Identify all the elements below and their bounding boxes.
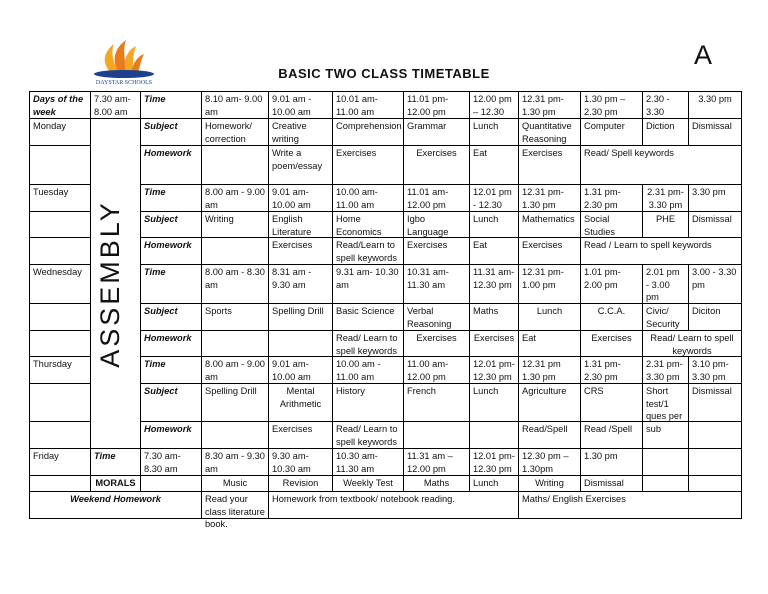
cell-tue-s9: Dismissal (688, 211, 742, 238)
cell-tue-h2: Exercises (268, 237, 333, 265)
cell-fri-s3: Weekly Test (332, 475, 404, 492)
cell-thu-s2: Mental Arithmetic (268, 383, 333, 422)
cell-wed-t8: 2.01 pm - 3.00 pm (642, 264, 689, 304)
cell-fri-t4: 10.30 am- 11.30 am (332, 448, 404, 476)
cell-wed-h4: Exercises (403, 330, 470, 357)
cell-wed-s4: Verbal Reasoning (403, 303, 470, 331)
cell-thu-t6: 12.31 pm 1.30 pm (518, 356, 581, 384)
cell-thu-h7: Read /Spell (580, 421, 643, 449)
cell-fri-s2: Revision (268, 475, 333, 492)
cell-h-p5: 12.00 pm – 12.30 (469, 91, 519, 119)
cell-mon-s1: Homework/ correction (201, 118, 269, 146)
cell-wed-s2: Spelling Drill (268, 303, 333, 331)
cell-fri-t2: 8.30 am - 9.30 am (201, 448, 269, 476)
cell-wed-s8: Civic/ Security (642, 303, 689, 331)
cell-mon-day: Monday (29, 118, 91, 146)
cell-mon-s3: Comprehension (332, 118, 404, 146)
cell-h-p6: 12.31 pm- 1.30 pm (518, 91, 581, 119)
cell-fri-t1: 7.30 am- 8.30 am (140, 448, 202, 476)
empty-cell (469, 421, 519, 449)
cell-fri-s7: Dismissal (580, 475, 643, 492)
cell-tue-s6: Mathematics (518, 211, 581, 238)
cell-h-p3: 10.01 am- 11.00 am (332, 91, 404, 119)
assembly-label: ASSEMBLY (95, 200, 125, 368)
cell-mon-s4: Grammar (403, 118, 470, 146)
empty-cell (688, 448, 742, 476)
cell-wk-3: Maths/ English Exercises (518, 491, 742, 519)
cell-wed-s1: Sports (201, 303, 269, 331)
cell-tue-t7: 1.31 pm- 2.30 pm (580, 184, 643, 212)
cell-thu-h2: Exercises (268, 421, 333, 449)
cell-thu-t8: 2.31 pm- 3.30 pm (642, 356, 689, 384)
cell-h-time: Time (140, 91, 202, 119)
cell-tue-t6: 12.31 pm- 1.30 pm (518, 184, 581, 212)
empty-cell (268, 330, 333, 357)
cell-tue-s2: English Literature (268, 211, 333, 238)
cell-tue-s5: Lunch (469, 211, 519, 238)
cell-tue-s3: Home Economics (332, 211, 404, 238)
cell-mon-s6: Quantitative Reasoning (518, 118, 581, 146)
cell-wed-h5: Exercises (469, 330, 519, 357)
cell-wed-t3: 9.31 am- 10.30 am (332, 264, 404, 304)
cell-thu-s-label: Subject (140, 383, 202, 422)
cell-thu-t9: 3.10 pm- 3.30 pm (688, 356, 742, 384)
cell-mon-s-label: Subject (140, 118, 202, 146)
empty-cell (29, 211, 91, 238)
empty-cell (201, 330, 269, 357)
cell-thu-t5: 12.01 pm- 12.30 pm (469, 356, 519, 384)
cell-tue-s4: Igbo Language (403, 211, 470, 238)
logo-text: DAYSTAR SCHOOLS (95, 80, 153, 86)
cell-tue-h7: Read / Learn to spell keywords (580, 237, 742, 265)
cell-mon-s9: Dismissal (688, 118, 742, 146)
empty-cell (201, 237, 269, 265)
cell-thu-h3: Read/ Learn to spell keywords (332, 421, 404, 449)
cell-morals: MORALS (29, 475, 202, 492)
cell-fri-s1: Music (201, 475, 269, 492)
cell-mon-h2: Write a poem/essay (268, 145, 333, 185)
cell-thu-s5: Lunch (469, 383, 519, 422)
cell-h-p7: 1.30 pm –2.30 pm (580, 91, 643, 119)
cell-fri-s4: Maths (403, 475, 470, 492)
cell-tue-day: Tuesday (29, 184, 91, 212)
cell-thu-s6: Agriculture (518, 383, 581, 422)
empty-cell (29, 421, 91, 449)
cell-thu-t7: 1.31 pm- 2.30 pm (580, 356, 643, 384)
cell-wed-t9: 3.00 - 3.30 pm (688, 264, 742, 304)
cell-tue-s1: Writing (201, 211, 269, 238)
cell-h-p2: 9.01 am - 10.00 am (268, 91, 333, 119)
cell-mon-h5: Eat (469, 145, 519, 185)
class-section-letter: A (694, 40, 713, 70)
cell-mon-s7: Computer (580, 118, 643, 146)
cell-fri-t-label: Time (90, 448, 141, 476)
cell-thu-s9: Dismissal (688, 383, 742, 422)
cell-tue-t8: 2.31 pm- 3.30 pm (642, 184, 689, 212)
empty-cell (642, 448, 689, 476)
cell-wed-t-label: Time (140, 264, 202, 304)
cell-wk-label: Weekend Homework (29, 491, 202, 519)
cell-wed-s-label: Subject (140, 303, 202, 331)
cell-wed-s9: Diciton (688, 303, 742, 331)
cell-tue-t-label: Time (140, 184, 202, 212)
cell-h-p8: 2.30 - 3.30 (642, 91, 689, 119)
cell-thu-t-label: Time (140, 356, 202, 384)
empty-cell (29, 383, 91, 422)
cell-fri-t5: 11.31 am – 12.00 pm (403, 448, 470, 476)
empty-cell (29, 303, 91, 331)
cell-thu-s4: French (403, 383, 470, 422)
cell-wed-t5: 11.31 am-12.30 pm (469, 264, 519, 304)
empty-cell (29, 237, 91, 265)
cell-wed-h-label: Homework (140, 330, 202, 357)
cell-h-days: Days of the week (29, 91, 91, 119)
cell-wed-s3: Basic Science (332, 303, 404, 331)
page-title: BASIC TWO CLASS TIMETABLE (278, 66, 490, 81)
cell-wed-day: Wednesday (29, 264, 91, 304)
cell-thu-t3: 10.00 am - 11.00 am (332, 356, 404, 384)
cell-mon-s8: Diction (642, 118, 689, 146)
cell-wed-h6: Eat (518, 330, 581, 357)
cell-fri-t8: 1.30 pm (580, 448, 643, 476)
empty-cell (201, 145, 269, 185)
cell-tue-s8: PHE (642, 211, 689, 238)
empty-cell (688, 475, 742, 492)
cell-mon-h6: Exercises (518, 145, 581, 185)
cell-tue-t2: 9.01 am- 10.00 am (268, 184, 333, 212)
cell-tue-t3: 10.00 am- 11.00 am (332, 184, 404, 212)
cell-wed-t2: 8.31 am - 9.30 am (268, 264, 333, 304)
cell-mon-h3: Exercises (332, 145, 404, 185)
empty-cell (29, 330, 91, 357)
cell-thu-t2: 9.01 am- 10.00 am (268, 356, 333, 384)
cell-wk-2: Homework from textbook/ notebook reading. (268, 491, 519, 519)
cell-thu-day: Thursday (29, 356, 91, 384)
cell-mon-h4: Exercises (403, 145, 470, 185)
cell-thu-h6: Read/Spell (518, 421, 581, 449)
cell-mon-s2: Creative writing (268, 118, 333, 146)
cell-tue-h4: Exercises (403, 237, 470, 265)
cell-tue-h5: Eat (469, 237, 519, 265)
cell-tue-t5: 12.01 pm - 12.30 (469, 184, 519, 212)
empty-cell (403, 421, 470, 449)
cell-fri-day: Friday (29, 448, 91, 476)
empty-cell (201, 421, 269, 449)
cell-fri-s5: Lunch (469, 475, 519, 492)
cell-fri-t3: 9.30 am- 10.30 am (268, 448, 333, 476)
cell-wed-t7: 1.01 pm- 2.00 pm (580, 264, 643, 304)
cell-wed-t4: 10.31 am- 11.30 am (403, 264, 470, 304)
empty-cell (642, 475, 689, 492)
cell-thu-s7: CRS (580, 383, 643, 422)
cell-tue-t4: 11.01 am- 12.00 pm (403, 184, 470, 212)
cell-wed-h3: Read/ Learn to spell keywords (332, 330, 404, 357)
cell-fri-t6: 12.01 pm- 12.30 pm (469, 448, 519, 476)
cell-fri-t7: 12.30 pm – 1.30pm (518, 448, 581, 476)
cell-thu-s1: Spelling Drill (201, 383, 269, 422)
empty-cell (29, 145, 91, 185)
cell-thu-s8: Short test/1 ques per sub (642, 383, 689, 422)
cell-tue-h3: Read/Learn to spell keywords (332, 237, 404, 265)
cell-mon-s5: Lunch (469, 118, 519, 146)
cell-mon-h-label: Homework (140, 145, 202, 185)
cell-wed-h8: Read/ Learn to spell keywords (642, 330, 742, 357)
cell-wed-t6: 12.31 pm- 1.00 pm (518, 264, 581, 304)
cell-tue-t1: 8.00 am - 9.00 am (201, 184, 269, 212)
cell-tue-h-label: Homework (140, 237, 202, 265)
cell-tue-t9: 3.30 pm (688, 184, 742, 212)
cell-mon-h7: Read/ Spell keywords (580, 145, 742, 185)
cell-fri-s6: Writing (518, 475, 581, 492)
cell-wed-s5: Maths (469, 303, 519, 331)
cell-wed-s6: Lunch (518, 303, 581, 331)
cell-wk-1: Read your class literature book. (201, 491, 269, 519)
cell-h-p1: 8.10 am- 9.00 am (201, 91, 269, 119)
empty-cell (642, 421, 689, 449)
cell-wed-s7: C.C.A. (580, 303, 643, 331)
cell-wed-t1: 8.00 am - 8.30 am (201, 264, 269, 304)
cell-thu-h-label: Homework (140, 421, 202, 449)
cell-tue-s7: Social Studies (580, 211, 643, 238)
cell-wed-h7: Exercises (580, 330, 643, 357)
cell-tue-h6: Exercises (518, 237, 581, 265)
empty-cell (688, 421, 742, 449)
cell-thu-s3: History (332, 383, 404, 422)
cell-h-p0: 7.30 am- 8.00 am (90, 91, 141, 119)
cell-tue-s-label: Subject (140, 211, 202, 238)
cell-h-p4: 11.01 pm- 12.00 pm (403, 91, 470, 119)
cell-thu-t1: 8.00 am - 9.00 am (201, 356, 269, 384)
cell-h-p9: 3.30 pm (688, 91, 742, 119)
cell-thu-t4: 11.00 am- 12.00 pm (403, 356, 470, 384)
